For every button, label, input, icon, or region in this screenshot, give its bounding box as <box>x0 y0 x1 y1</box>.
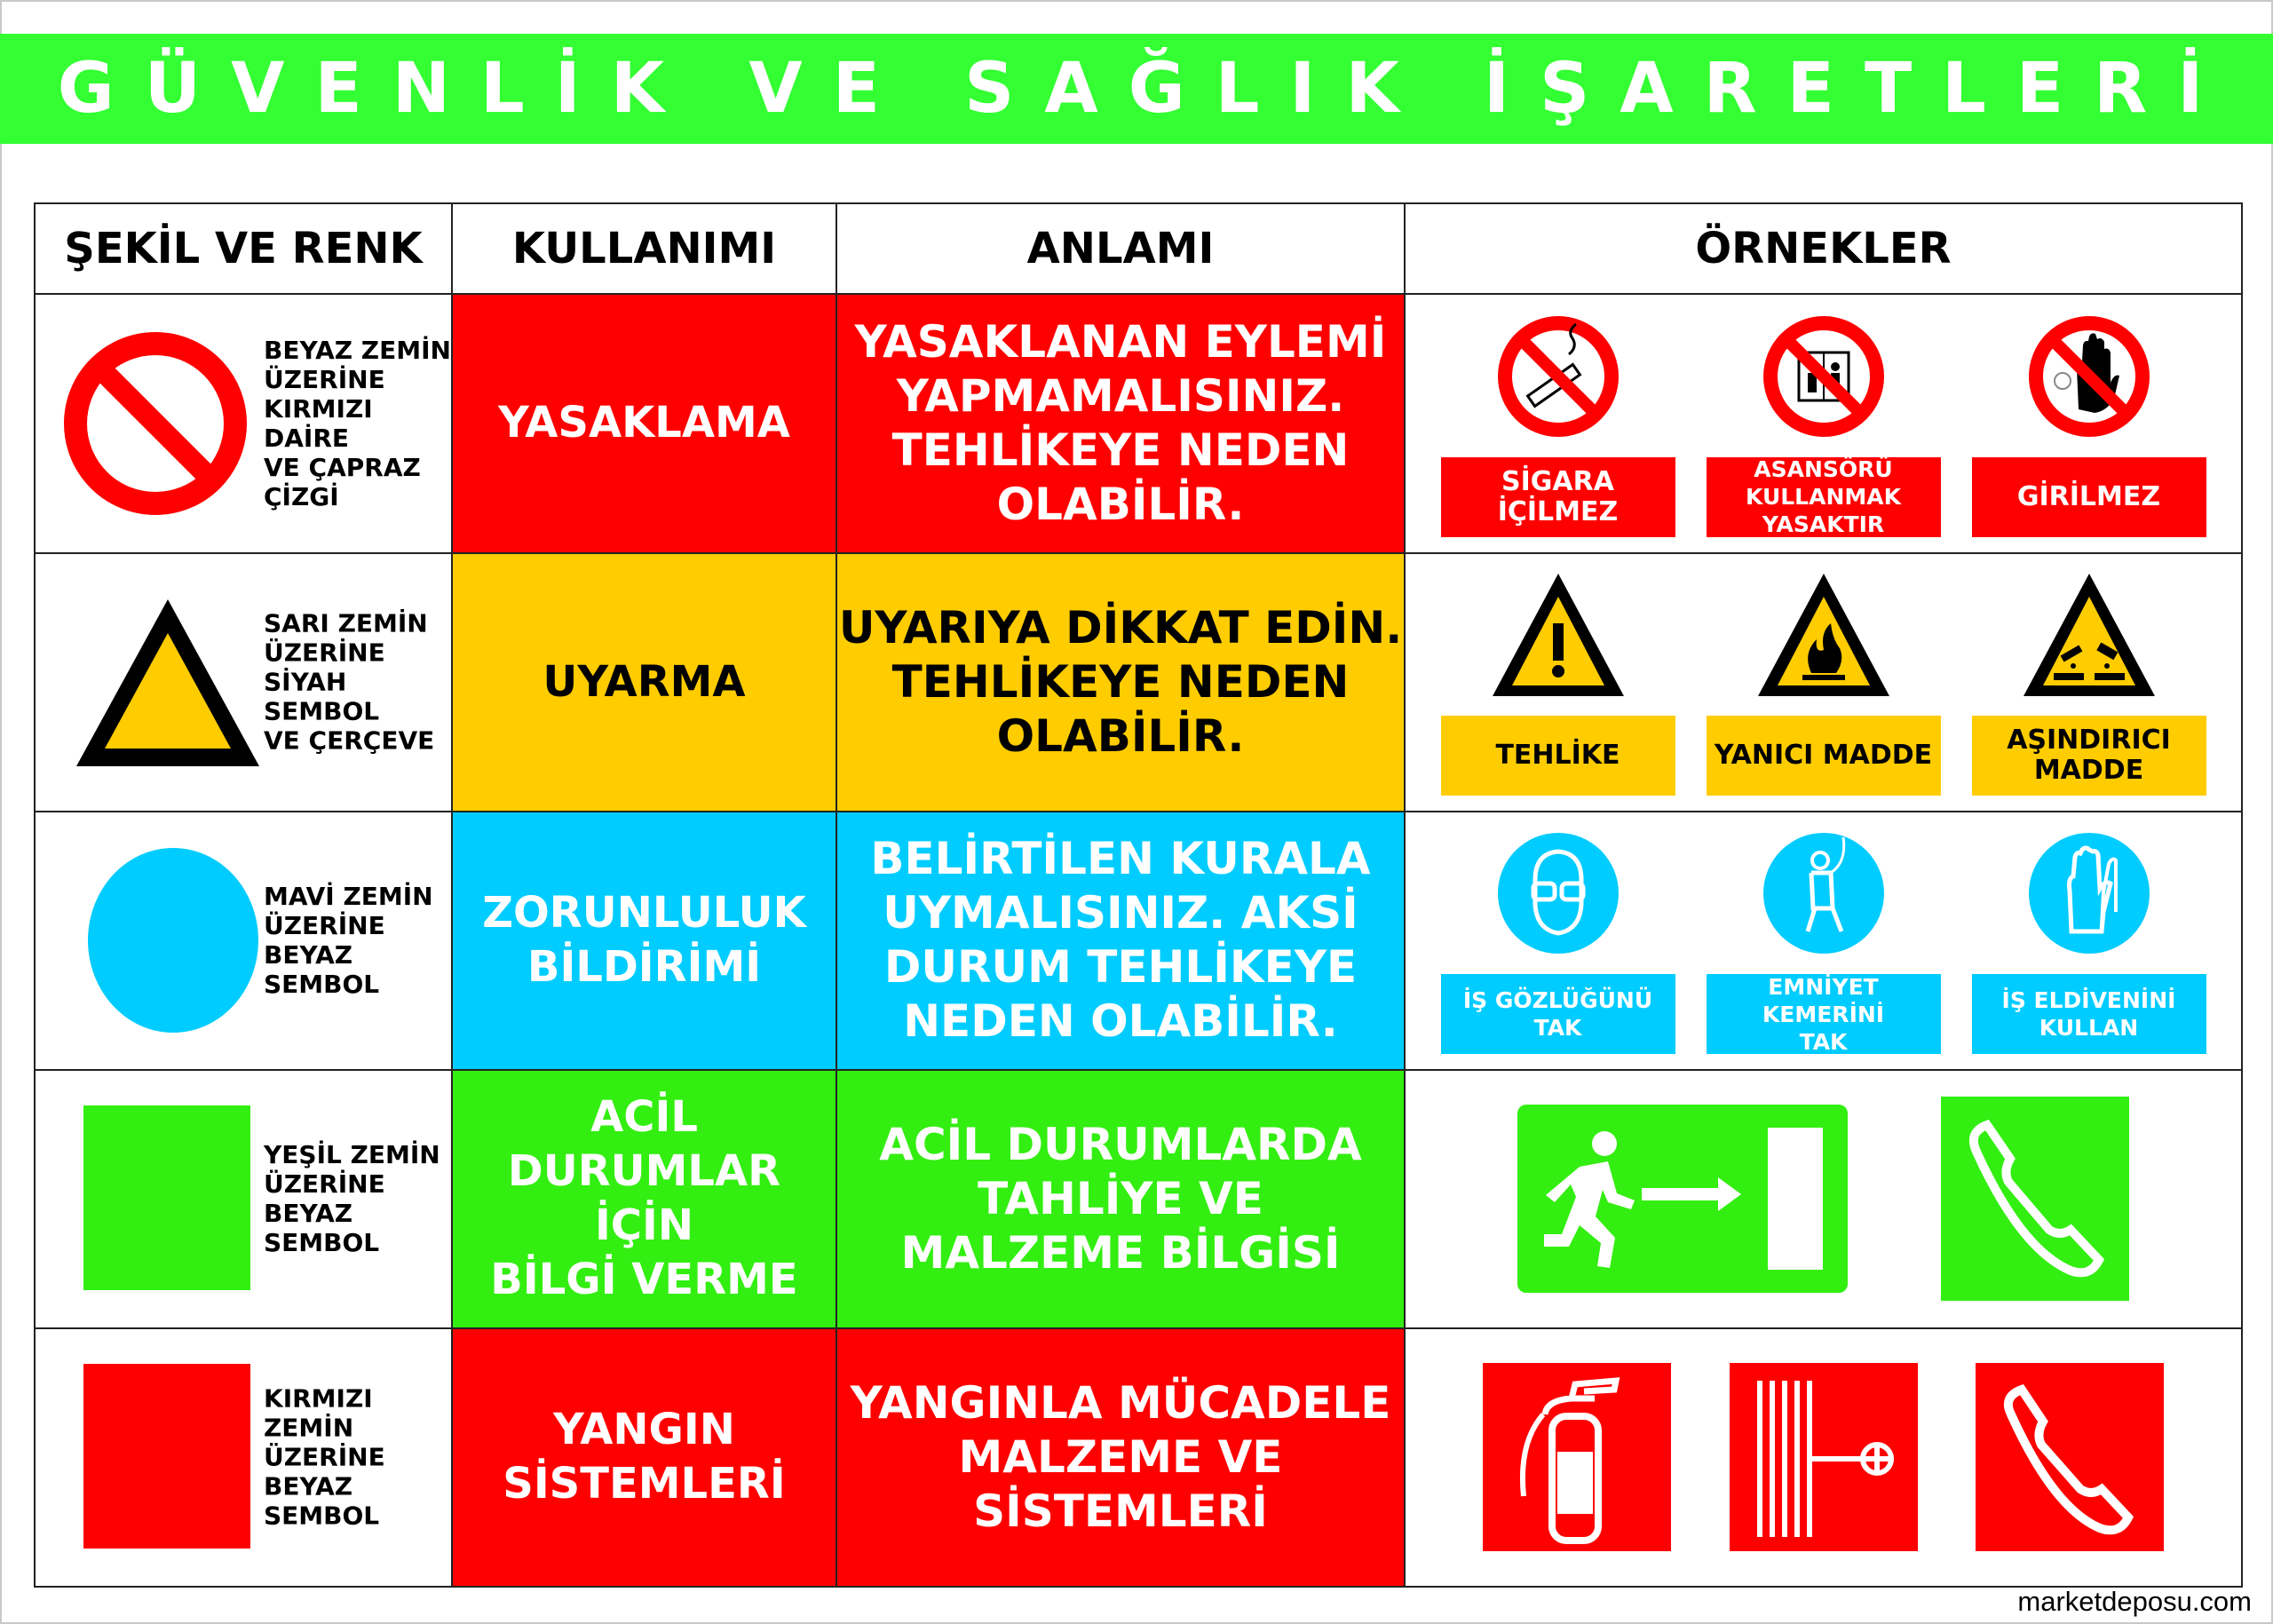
signs-table <box>34 202 2243 1588</box>
emergency-phone-icon <box>1941 1097 2129 1301</box>
sign-label: ASANSÖRÜ KULLANMAK YASAKTIR <box>1707 457 1941 537</box>
exclamation-icon <box>1487 568 1629 701</box>
sign-safety-glasses <box>1440 827 1676 1054</box>
shape-cell <box>35 812 452 1070</box>
meaning-cell: ACİL DURUMLARDA TAHLİYE VE MALZEME BİLGİSİ <box>836 1070 1405 1328</box>
blue-circle-icon <box>80 847 266 1034</box>
sign-danger <box>1440 568 1676 796</box>
usage-cell: ZORUNLULUK BİLDİRİMİ <box>452 812 836 1070</box>
meaning-cell: BELİRTİLEN KURALA UYMALISINIZ. AKSİ DURUM TEHLİKEYE NEDEN OLABİLİR. <box>836 812 1405 1070</box>
sign-label: AŞINDIRICI MADDE <box>1972 716 2206 796</box>
flammable-icon <box>1753 568 1895 701</box>
fire-phone-icon <box>1976 1363 2164 1551</box>
sign-no-smoking <box>1440 310 1676 537</box>
meaning-cell: YASAKLANAN EYLEMİ YAPMAMALISINIZ. TEHLİKEYE NEDEN OLABİLİR. <box>836 294 1405 552</box>
meaning-cell: YANGINLA MÜCADELE MALZEME VE SİSTEMLERİ <box>836 1328 1405 1587</box>
examples-cell <box>1405 294 2242 552</box>
row-prohibition <box>35 294 2242 552</box>
shape-cell <box>35 1070 452 1328</box>
usage-cell: ACİL DURUMLAR İÇİN BİLGİ VERME <box>452 1070 836 1328</box>
no-smoking-icon <box>1496 310 1620 443</box>
footer-url[interactable]: marketdeposu.com <box>2017 1586 2252 1617</box>
header-shape-color: ŞEKİL VE RENK <box>35 203 452 294</box>
fire-hose-icon <box>1730 1363 1918 1551</box>
shape-cell <box>35 553 452 812</box>
sign-no-elevator <box>1706 310 1942 537</box>
shape-cell <box>35 1328 452 1587</box>
usage-cell: YANGIN SİSTEMLERİ <box>452 1328 836 1587</box>
sign-gloves <box>1971 827 2207 1054</box>
green-square-icon <box>83 1105 252 1292</box>
meaning-cell: UYARIYA DİKKAT EDİN. TEHLİKEYE NEDEN OLABİLİR. <box>836 553 1405 812</box>
shape-cell <box>35 294 452 552</box>
header-row <box>35 203 2242 294</box>
emergency-exit-icon <box>1517 1105 1848 1293</box>
sign-label: İŞ GÖZLÜĞÜNÜ TAK <box>1441 974 1675 1054</box>
page-title: GÜVENLİK VE SAĞLIK İŞARETLERİ <box>0 34 2273 144</box>
sign-label: SİGARA İÇİLMEZ <box>1441 457 1675 537</box>
sign-flammable <box>1706 568 1942 796</box>
examples-cell <box>1405 1070 2242 1328</box>
warning-triangle-icon <box>66 589 270 775</box>
row-warning <box>35 553 2242 812</box>
red-square-icon <box>83 1364 252 1550</box>
row-mandatory <box>35 812 2242 1070</box>
prohibition-icon <box>62 330 249 517</box>
corrosive-icon <box>2018 568 2160 701</box>
examples-cell <box>1405 812 2242 1070</box>
safety-glasses-icon <box>1496 827 1620 960</box>
gloves-icon <box>2027 827 2151 960</box>
fire-extinguisher-icon <box>1483 1363 1671 1551</box>
shape-description: BEYAZ ZEMİN ÜZERİNE KIRMIZI DAİRE VE ÇAPRAZ ÇİZGİ <box>264 335 451 511</box>
row-fire <box>35 1328 2242 1587</box>
examples-cell <box>1405 1328 2242 1587</box>
sign-safety-harness <box>1706 827 1942 1054</box>
no-elevator-icon <box>1762 310 1886 443</box>
shape-description: SARI ZEMİN ÜZERİNE SİYAH SEMBOL VE ÇERÇEVE <box>264 608 435 756</box>
sign-label: TEHLİKE <box>1441 716 1675 796</box>
usage-cell: UYARMA <box>452 553 836 812</box>
sign-label: İŞ ELDİVENİNİ KULLAN <box>1972 974 2206 1054</box>
shape-description: MAVİ ZEMİN ÜZERİNE BEYAZ SEMBOL <box>264 882 433 1000</box>
shape-description: KIRMIZI ZEMİN ÜZERİNE BEYAZ SEMBOL <box>264 1383 385 1531</box>
shape-description: YEŞİL ZEMİN ÜZERİNE BEYAZ SEMBOL <box>264 1140 440 1258</box>
sign-no-entry <box>1971 310 2207 537</box>
sign-label: EMNİYET KEMERİNİ TAK <box>1707 974 1941 1054</box>
usage-cell: YASAKLAMA <box>452 294 836 552</box>
sign-label: YANICI MADDE <box>1707 716 1941 796</box>
sign-corrosive <box>1971 568 2207 796</box>
no-entry-hand-icon <box>2027 310 2151 443</box>
row-emergency <box>35 1070 2242 1328</box>
header-meaning: ANLAMI <box>836 203 1405 294</box>
examples-cell <box>1405 553 2242 812</box>
sign-label: GİRİLMEZ <box>1972 457 2206 537</box>
header-usage: KULLANIMI <box>452 203 836 294</box>
safety-harness-icon <box>1762 827 1886 960</box>
header-examples: ÖRNEKLER <box>1405 203 2242 294</box>
